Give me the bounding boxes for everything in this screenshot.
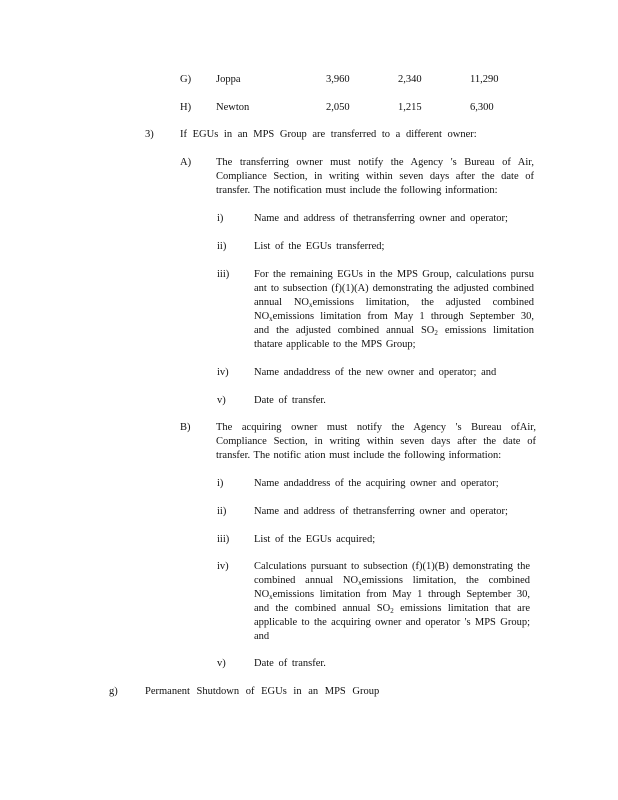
table-cell: 2,050	[326, 102, 350, 113]
table-cell: 3,960	[326, 74, 350, 85]
table-row-name: Joppa	[216, 74, 241, 85]
item-number: iii)	[217, 269, 230, 280]
item-number: ii)	[217, 241, 227, 252]
item-number: v)	[217, 395, 226, 406]
item-text: List of the EGUs acquired;	[254, 534, 376, 545]
table-cell: 11,290	[470, 74, 499, 85]
item-text: Name and address of thetransferring owner and operator;	[254, 506, 508, 517]
item-number: iv)	[217, 561, 229, 572]
item-number: v)	[217, 658, 226, 669]
item-text: Calculations pursuant to subsection (f)(1)(B) demonstrating the combined annual $NO_xemissions$ limitation, the combined $NO_xemissions$ limitation from May 1 through September 30, and the combined annual $SO_2$ emissions limitation that are applicable to the acquiring owner and operator 's MPS Group; and	[254, 561, 530, 642]
item-text: List of the EGUs transferred;	[254, 241, 385, 252]
item-text: Name andaddress of the new owner and operator; and	[254, 367, 497, 378]
item-text: Date of transfer.	[254, 658, 326, 669]
table-cell: 2,340	[398, 74, 422, 85]
table-cell: 6,300	[470, 102, 494, 113]
item-text: Date of transfer.	[254, 395, 326, 406]
item-text: Name and address of thetransferring owner and operator;	[254, 213, 508, 224]
section-label: g)	[109, 686, 118, 697]
subsection-a-text: The transferring owner must notify the Agency 's Bureau of Air, Compliance Section, in writing within seven days after the date of transfer. The notification must include the following information:	[216, 157, 534, 196]
section-heading: If EGUs in an MPS Group are transferred to a different owner:	[180, 129, 477, 140]
subsection-label: A)	[180, 157, 192, 168]
table-row-label: G)	[180, 74, 192, 85]
subsection-b-text: The acquiring owner must notify the Agency 's Bureau ofAir, Compliance Section, in writing within seven days after the date of transfer. The notific ation must include the following information:	[216, 422, 536, 461]
section-number: 3)	[145, 129, 154, 140]
table-row-label: H)	[180, 102, 192, 113]
table-cell: 1,215	[398, 102, 422, 113]
item-number: i)	[217, 478, 224, 489]
item-number: iv)	[217, 367, 229, 378]
item-number: i)	[217, 213, 224, 224]
subsection-label: B)	[180, 422, 191, 433]
section-heading: Permanent Shutdown of EGUs in an MPS Group	[145, 686, 380, 697]
item-text: Name andaddress of the acquiring owner and operator;	[254, 478, 499, 489]
table-row-name: Newton	[216, 102, 250, 113]
item-number: ii)	[217, 506, 227, 517]
item-text: For the remaining EGUs in the MPS Group, calculations pursu ant to subsection (f)(1)(A) demonstrating the adjusted combined annual $NO_xemissions$ limitation, the adjusted combined $NO_xemissions$ limitation from May 1 through September 30, and the adjusted combined annual $SO_2$ emissions limitation thatare applicable to the MPS Group;	[254, 269, 535, 350]
item-number: iii)	[217, 534, 230, 545]
